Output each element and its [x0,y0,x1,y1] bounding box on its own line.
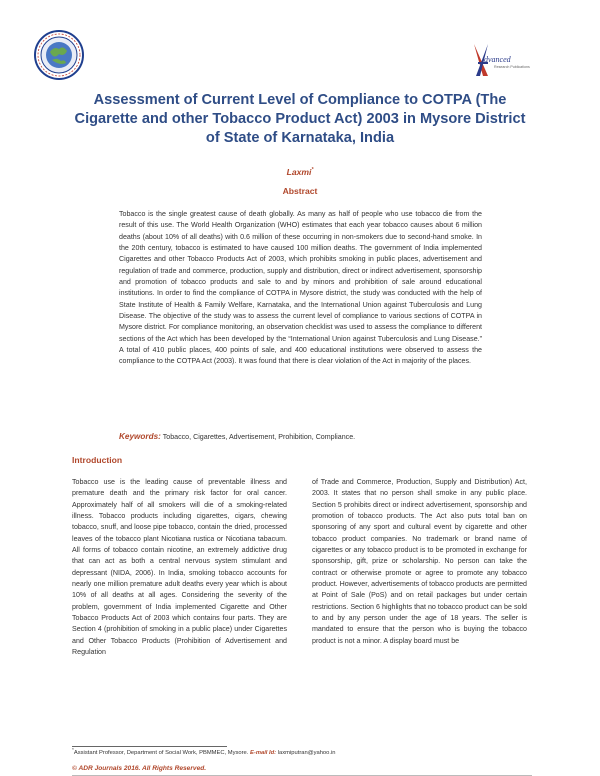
intro-left-column: Tobacco use is the leading cause of preventable illness and premature death and the primary risk factor for oral cancer. Approximately half of all smokers will die of a smoking-related illness. Tobacco products including cigarettes, cigars, chewing tobacco, snuff, and loose pipe tobacco, contain the dried, processed leaves of the tobacco plant Nicotiana rustica or Nicotiana tabacum. All forms of tobacco contain nicotine, an extremely addictive drug that can act as both a central nervous system stimulant and depressant (NIDA, 2006). In India, smoking tobacco accounts for nearly one million premature adult deaths every year which is about 10% of all deaths at all ages. Considering the severity of the problem, government of India implemented Cigarette and Other Tobacco Products Act of 2003 which contains four parts. They are Section 4 (prohibition of smoking in a public place) under Cigarettes and Other Tobacco Products (Prohibition of Advertisement and Regulation [72,478,287,657]
publisher-logo [470,40,530,80]
footnote-email: laxmiputran@yahoo.in [277,749,336,756]
footnote-email-label: E-mail Id: [250,749,277,756]
abstract-heading: Abstract [282,186,318,196]
publisher-logo-text: dvanced [484,55,511,64]
footnote [72,748,532,756]
keywords-line [119,432,482,441]
abstract-text: Tobacco is the single greatest cause of death globally. As many as half of people who use tobacco die from the result of this use. The World Health Organization (WHO) estimates that each year tobacco causes about 6 million deaths (about 10% of all deaths) with 0.6 million of these occurring in non-smokers due to second-hand smoke. In the 20th century, tobacco is estimated to have caused 100 million deaths. The government of India implemented Cigarettes and other Tobacco Products Act of 2003, which prohibits smoking in public places, advertisement and regulation of trade and commerce, production, supply and distribution, direct or indirect advertisement, sponsorship and promotion of tobacco products and sale to and by minors and prohibition of sale around educational institutions. In order to find the compliance of COTPA in Mysore district, the study was conducted with the help of State Institute of Health & Family Welfare, Karnataka, and the International Union against Tuberculosis and Lung Disease. The objective of the study was to assess the current level of compliance to various sections of COTPA in Mysore district. For compliance monitoring, an observation checklist was used to assess the compliance to different sections of the Act which has been developed by the “International Union against Tuberculosis and Lung Disease.” A total of 410 public places, 400 points of sale, and 400 educational institutions were observed to assess the compliance to the COTPA Act (2003). It was found that there is clear violation of the Act in majority of the places. [119,210,482,366]
paper-title: Assessment of Current Level of Compliance to COTPA (The Cigarette and other Tobacco Product Act) 2003 in Mysore District of State of Karnataka, India [74,92,526,146]
introduction-heading: Introduction [72,455,123,465]
copyright-notice: © ADR Journals 2016. All Rights Reserved. [72,765,207,772]
author-footnote-mark: * [311,167,314,174]
footnote-affiliation: Assistant Professor, Department of Social Work, PBMMEC, Mysore. [73,749,249,756]
footnote-divider [72,746,227,747]
journal-seal-logo [34,30,84,80]
author-name: Laxmi [286,167,312,177]
author-line [0,167,600,177]
intro-right-column: of Trade and Commerce, Production, Supply and Distribution) Act, 2003. It states that no person shall smoke in any public place. Section 5 prohibits direct or indirect advertisement, sponsorship and promotion of tobacco products. The Act also puts total ban on sponsoring of any sport and cultural event by cigarette and other tobacco product companies. No trademark or brand name of cigarettes or any tobacco product is to be promoted in exchange for sponsorship, gift, prize or scholarship. No person can take the contract or otherwise promote or agree to promote any tobacco product. However, advertisements of tobacco products are permitted at Point of Sale (PoS) and on retail packages but under certain restrictions. Section 6 highlights that no tobacco product can be sold to and by any person under the age of 18 years. The seller is mandated to ensure that the person who is buying the tobacco product is not a minor. A display board must be [312,478,527,645]
keywords-label: Keywords: [119,432,161,441]
keywords-text: Tobacco, Cigarettes, Advertisement, Prohibition, Compliance. [162,433,356,441]
publisher-logo-subtext: Research Publications [494,65,530,69]
footnote-mark: * [72,748,74,753]
